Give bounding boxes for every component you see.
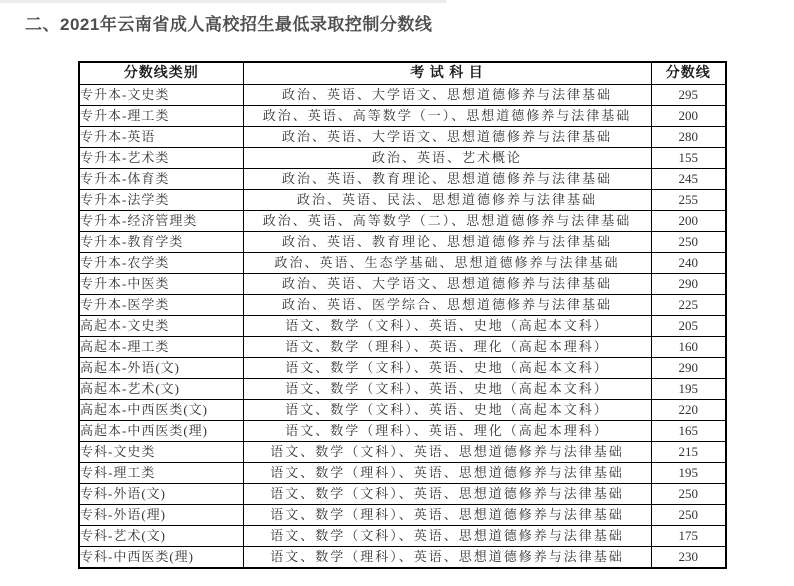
category-cell: 专升本-英语 bbox=[79, 127, 243, 148]
subjects-cell: 语文、数学（理科）、英语、思想道德修养与法律基础 bbox=[243, 547, 651, 569]
score-cell: 245 bbox=[651, 169, 726, 190]
score-cell: 250 bbox=[651, 232, 726, 253]
score-cell: 195 bbox=[651, 379, 726, 400]
subjects-cell: 政治、英语、艺术概论 bbox=[243, 148, 651, 169]
score-cell: 255 bbox=[651, 190, 726, 211]
top-divider bbox=[0, 0, 446, 3]
table-row bbox=[79, 526, 726, 547]
table-row bbox=[79, 253, 726, 274]
score-cell: 230 bbox=[651, 547, 726, 569]
score-cell: 250 bbox=[651, 484, 726, 505]
table-row bbox=[79, 379, 726, 400]
category-cell: 高起本-理工类 bbox=[79, 337, 243, 358]
table-row bbox=[79, 547, 726, 569]
table-row bbox=[79, 211, 726, 232]
category-cell: 高起本-中西医类(文) bbox=[79, 400, 243, 421]
table-row bbox=[79, 442, 726, 463]
table-row bbox=[79, 190, 726, 211]
subjects-cell: 语文、数学（文科）、英语、史地（高起本文科） bbox=[243, 379, 651, 400]
subjects-cell: 语文、数学（文科）、英语、史地（高起本文科） bbox=[243, 400, 651, 421]
category-cell: 专升本-农学类 bbox=[79, 253, 243, 274]
subjects-cell: 政治、英语、高等数学（一）、思想道德修养与法律基础 bbox=[243, 106, 651, 127]
table-row bbox=[79, 463, 726, 484]
header-subjects: 考 试 科 目 bbox=[243, 62, 651, 85]
score-table-container bbox=[78, 61, 727, 569]
subjects-cell: 语文、数学（理科）、英语、思想道德修养与法律基础 bbox=[243, 463, 651, 484]
subjects-cell: 政治、英语、大学语文、思想道德修养与法律基础 bbox=[243, 127, 651, 148]
score-table-body bbox=[79, 85, 726, 569]
table-row bbox=[79, 295, 726, 316]
table-row bbox=[79, 148, 726, 169]
score-cell: 195 bbox=[651, 463, 726, 484]
category-cell: 专升本-文史类 bbox=[79, 85, 243, 106]
subjects-cell: 政治、英语、教育理论、思想道德修养与法律基础 bbox=[243, 169, 651, 190]
subjects-cell: 语文、数学（文科）、英语、思想道德修养与法律基础 bbox=[243, 442, 651, 463]
table-row bbox=[79, 106, 726, 127]
subjects-cell: 语文、数学（文科）、英语、思想道德修养与法律基础 bbox=[243, 526, 651, 547]
score-cell: 290 bbox=[651, 358, 726, 379]
subjects-cell: 政治、英语、高等数学（二）、思想道德修养与法律基础 bbox=[243, 211, 651, 232]
table-row bbox=[79, 505, 726, 526]
subjects-cell: 语文、数学（文科）、英语、史地（高起本文科） bbox=[243, 316, 651, 337]
score-table bbox=[78, 61, 727, 569]
header-category: 分数线类别 bbox=[79, 62, 243, 85]
category-cell: 专升本-医学类 bbox=[79, 295, 243, 316]
table-row bbox=[79, 400, 726, 421]
category-cell: 专科-文史类 bbox=[79, 442, 243, 463]
score-cell: 290 bbox=[651, 274, 726, 295]
table-header-row bbox=[79, 62, 726, 85]
table-row bbox=[79, 169, 726, 190]
score-cell: 215 bbox=[651, 442, 726, 463]
table-row bbox=[79, 127, 726, 148]
category-cell: 高起本-艺术(文) bbox=[79, 379, 243, 400]
category-cell: 专科-理工类 bbox=[79, 463, 243, 484]
table-row bbox=[79, 274, 726, 295]
category-cell: 高起本-文史类 bbox=[79, 316, 243, 337]
category-cell: 专升本-艺术类 bbox=[79, 148, 243, 169]
subjects-cell: 政治、英语、医学综合、思想道德修养与法律基础 bbox=[243, 295, 651, 316]
table-row bbox=[79, 85, 726, 106]
subjects-cell: 语文、数学（理科）、英语、思想道德修养与法律基础 bbox=[243, 505, 651, 526]
subjects-cell: 政治、英语、教育理论、思想道德修养与法律基础 bbox=[243, 232, 651, 253]
subjects-cell: 语文、数学（文科）、英语、思想道德修养与法律基础 bbox=[243, 484, 651, 505]
header-score: 分数线 bbox=[651, 62, 726, 85]
subjects-cell: 语文、数学（理科）、英语、理化（高起本理科） bbox=[243, 337, 651, 358]
subjects-cell: 语文、数学（理科）、英语、理化（高起本理科） bbox=[243, 421, 651, 442]
subjects-cell: 政治、英语、生态学基础、思想道德修养与法律基础 bbox=[243, 253, 651, 274]
category-cell: 专升本-教育学类 bbox=[79, 232, 243, 253]
category-cell: 高起本-外语(文) bbox=[79, 358, 243, 379]
score-cell: 175 bbox=[651, 526, 726, 547]
score-cell: 250 bbox=[651, 505, 726, 526]
score-cell: 200 bbox=[651, 211, 726, 232]
category-cell: 专升本-中医类 bbox=[79, 274, 243, 295]
category-cell: 高起本-中西医类(理) bbox=[79, 421, 243, 442]
score-cell: 200 bbox=[651, 106, 726, 127]
score-cell: 225 bbox=[651, 295, 726, 316]
table-row bbox=[79, 484, 726, 505]
subjects-cell: 政治、英语、民法、思想道德修养与法律基础 bbox=[243, 190, 651, 211]
table-row bbox=[79, 358, 726, 379]
subjects-cell: 语文、数学（文科）、英语、史地（高起本文科） bbox=[243, 358, 651, 379]
subjects-cell: 政治、英语、大学语文、思想道德修养与法律基础 bbox=[243, 85, 651, 106]
table-row bbox=[79, 421, 726, 442]
category-cell: 专升本-法学类 bbox=[79, 190, 243, 211]
score-cell: 205 bbox=[651, 316, 726, 337]
category-cell: 专科-艺术(文) bbox=[79, 526, 243, 547]
score-cell: 155 bbox=[651, 148, 726, 169]
category-cell: 专科-外语(文) bbox=[79, 484, 243, 505]
category-cell: 专科-中西医类(理) bbox=[79, 547, 243, 569]
score-cell: 165 bbox=[651, 421, 726, 442]
page-title: 二、2021年云南省成人高校招生最低录取控制分数线 bbox=[25, 15, 433, 34]
category-cell: 专科-外语(理) bbox=[79, 505, 243, 526]
category-cell: 专升本-经济管理类 bbox=[79, 211, 243, 232]
score-cell: 220 bbox=[651, 400, 726, 421]
score-cell: 280 bbox=[651, 127, 726, 148]
subjects-cell: 政治、英语、大学语文、思想道德修养与法律基础 bbox=[243, 274, 651, 295]
score-cell: 295 bbox=[651, 85, 726, 106]
table-row bbox=[79, 316, 726, 337]
score-cell: 240 bbox=[651, 253, 726, 274]
score-cell: 160 bbox=[651, 337, 726, 358]
category-cell: 专升本-理工类 bbox=[79, 106, 243, 127]
table-row bbox=[79, 337, 726, 358]
table-row bbox=[79, 232, 726, 253]
category-cell: 专升本-体育类 bbox=[79, 169, 243, 190]
